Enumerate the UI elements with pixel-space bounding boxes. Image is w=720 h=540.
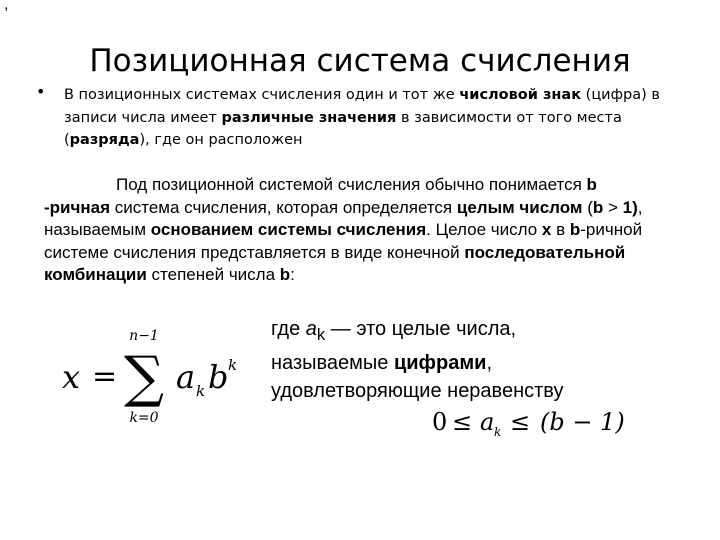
formula-b: b [208,358,229,396]
where-text: , удовлетворяющие неравенству [271,352,564,402]
sigma-symbol: ∑ [124,345,164,410]
sum-formula [60,324,260,429]
para-text: система счисления, которая определяется [110,197,457,217]
bullet-bold-term: различные значения [221,109,397,126]
sum-upper-limit: n−1 [129,328,159,344]
para-text: -ричной системе счисления представляется в виде конечной [44,220,643,262]
formula-b-superscript: k [228,356,238,374]
where-bold-term: цифрами [393,352,487,374]
bullet-paragraph [64,84,674,152]
para-text: ( [582,197,593,217]
sum-formula-svg [60,324,260,429]
corner-mark: , [4,0,9,13]
ineq-zero: 0 [432,408,448,436]
bullet-text: ), где он расположен [139,132,303,148]
digit-inequality [428,400,628,440]
digits-explanation [271,315,601,405]
para-bold: b [592,197,604,217]
formula-a: a [176,358,196,396]
para-text: , называемым [44,197,643,239]
ineq-rhs: (b − 1) [540,408,625,436]
para-bold: последовательной комбинации [44,242,626,284]
where-text: где [271,318,306,340]
bullet-text: В позиционных системах счисления один и тот же [64,87,460,103]
formula-a-subscript: k [196,382,206,400]
ineq-le-2: ≤ [510,408,531,436]
bullet-bold-term: разряда [69,132,140,148]
para-text: . Целое число [426,220,542,239]
para-bold: -ричная [44,197,111,217]
para-text: : [290,265,295,284]
para-text: в [551,220,570,239]
bullet-marker: • [36,82,46,101]
where-a: a [305,318,317,340]
slide-title: Позиционная система счисления [89,42,631,79]
para-bold: целым числом [456,197,583,217]
definition-paragraph [44,174,692,287]
para-bold: основанием системы счисления [150,220,427,239]
bullet-text: (цифра) в записи числа имеет [64,87,660,126]
bullet-bold-term: числовой знак [459,87,582,103]
para-bold: x [541,220,552,239]
para-text: Под позиционной системой счисления обычно понимается [116,175,587,194]
para-text: степеней числа [146,265,280,284]
para-text: > [603,197,623,217]
para-bold: b [279,265,291,284]
digit-inequality-svg [428,400,628,440]
sum-lower-limit: k=0 [129,410,159,426]
para-bold: b [569,220,581,239]
where-a-subscript: k [316,325,326,344]
ineq-a-subscript: k [494,425,502,439]
where-text: — это целые числа, называемые [271,318,517,374]
formula-equals: = [92,359,118,394]
para-bold: b [586,175,597,194]
ineq-a: a [480,408,495,436]
formula-x: x [62,358,81,396]
bullet-text: в зависимости от того места ( [64,109,622,148]
para-bold: 1) [622,197,638,217]
ineq-le-1: ≤ [452,408,473,436]
